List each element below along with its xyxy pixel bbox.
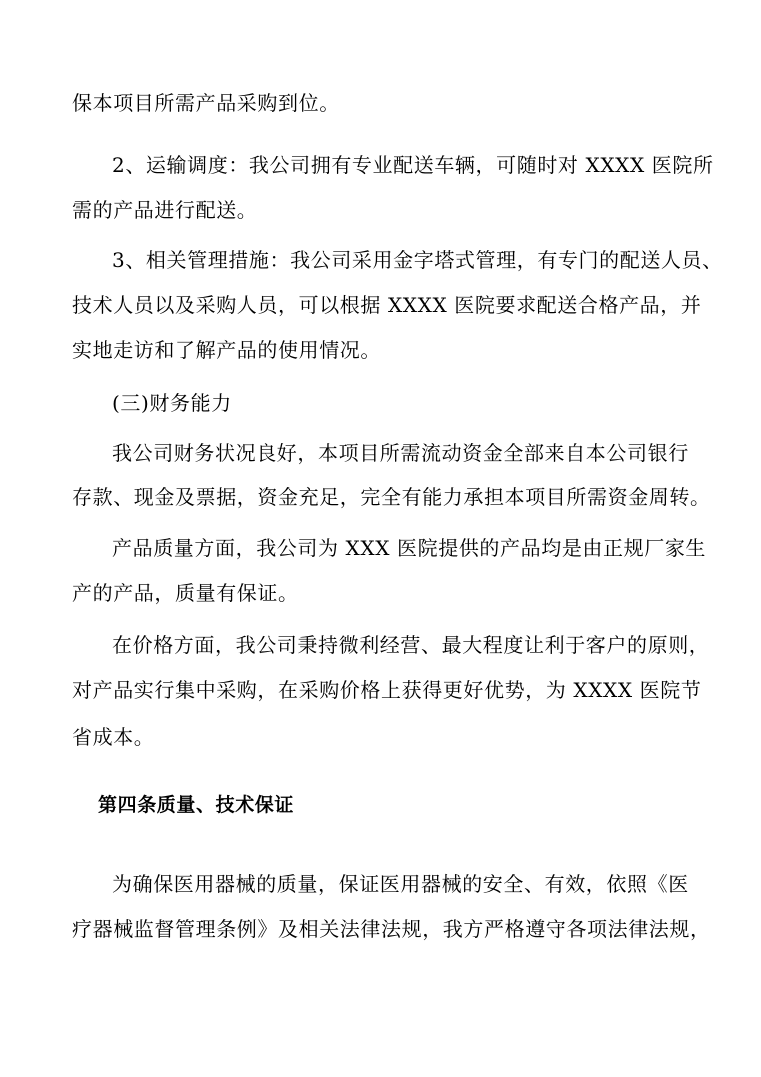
text-line: 在价格方面，我公司秉持微利经营、最大程度让利于客户的原则， [112, 633, 710, 657]
text-line: 产的产品，质量有保证。 [72, 581, 299, 605]
section-heading: 第四条质量、技术保证 [98, 794, 295, 816]
text-line: 技术人员以及采购人员，可以根据 XXXX 医院要求配送合格产品，并 [72, 293, 702, 317]
text-line: 保本项目所需产品采购到位。 [72, 91, 340, 115]
text-line: 产品质量方面，我公司为 XXX 医院提供的产品均是由正规厂家生 [112, 536, 707, 560]
text-line: 省成本。 [72, 725, 155, 749]
text-line: 疗器械监督管理条例》及相关法律法规，我方严格遵守各项法律法规， [72, 917, 711, 941]
text-line: 存款、现金及票据，资金充足，完全有能力承担本项目所需资金周转。 [72, 485, 711, 509]
section-subheading: (三)财务能力 [112, 391, 232, 415]
text-line: 实地走访和了解产品的使用情况。 [72, 338, 381, 362]
text-line: 我公司财务状况良好，本项目所需流动资金全部来自本公司银行 [112, 441, 689, 465]
text-line: 为确保医用器械的质量，保证医用器械的安全、有效，依照《医 [112, 872, 689, 896]
text-line: 2、运输调度：我公司拥有专业配送车辆，可随时对 XXXX 医院所 [112, 153, 714, 177]
text-line: 对产品实行集中采购，在采购价格上获得更好优势，为 XXXX 医院节 [72, 678, 702, 702]
text-line: 3、相关管理措施：我公司采用金字塔式管理，有专门的配送人员、 [112, 248, 723, 272]
text-line: 需的产品进行配送。 [72, 198, 258, 222]
